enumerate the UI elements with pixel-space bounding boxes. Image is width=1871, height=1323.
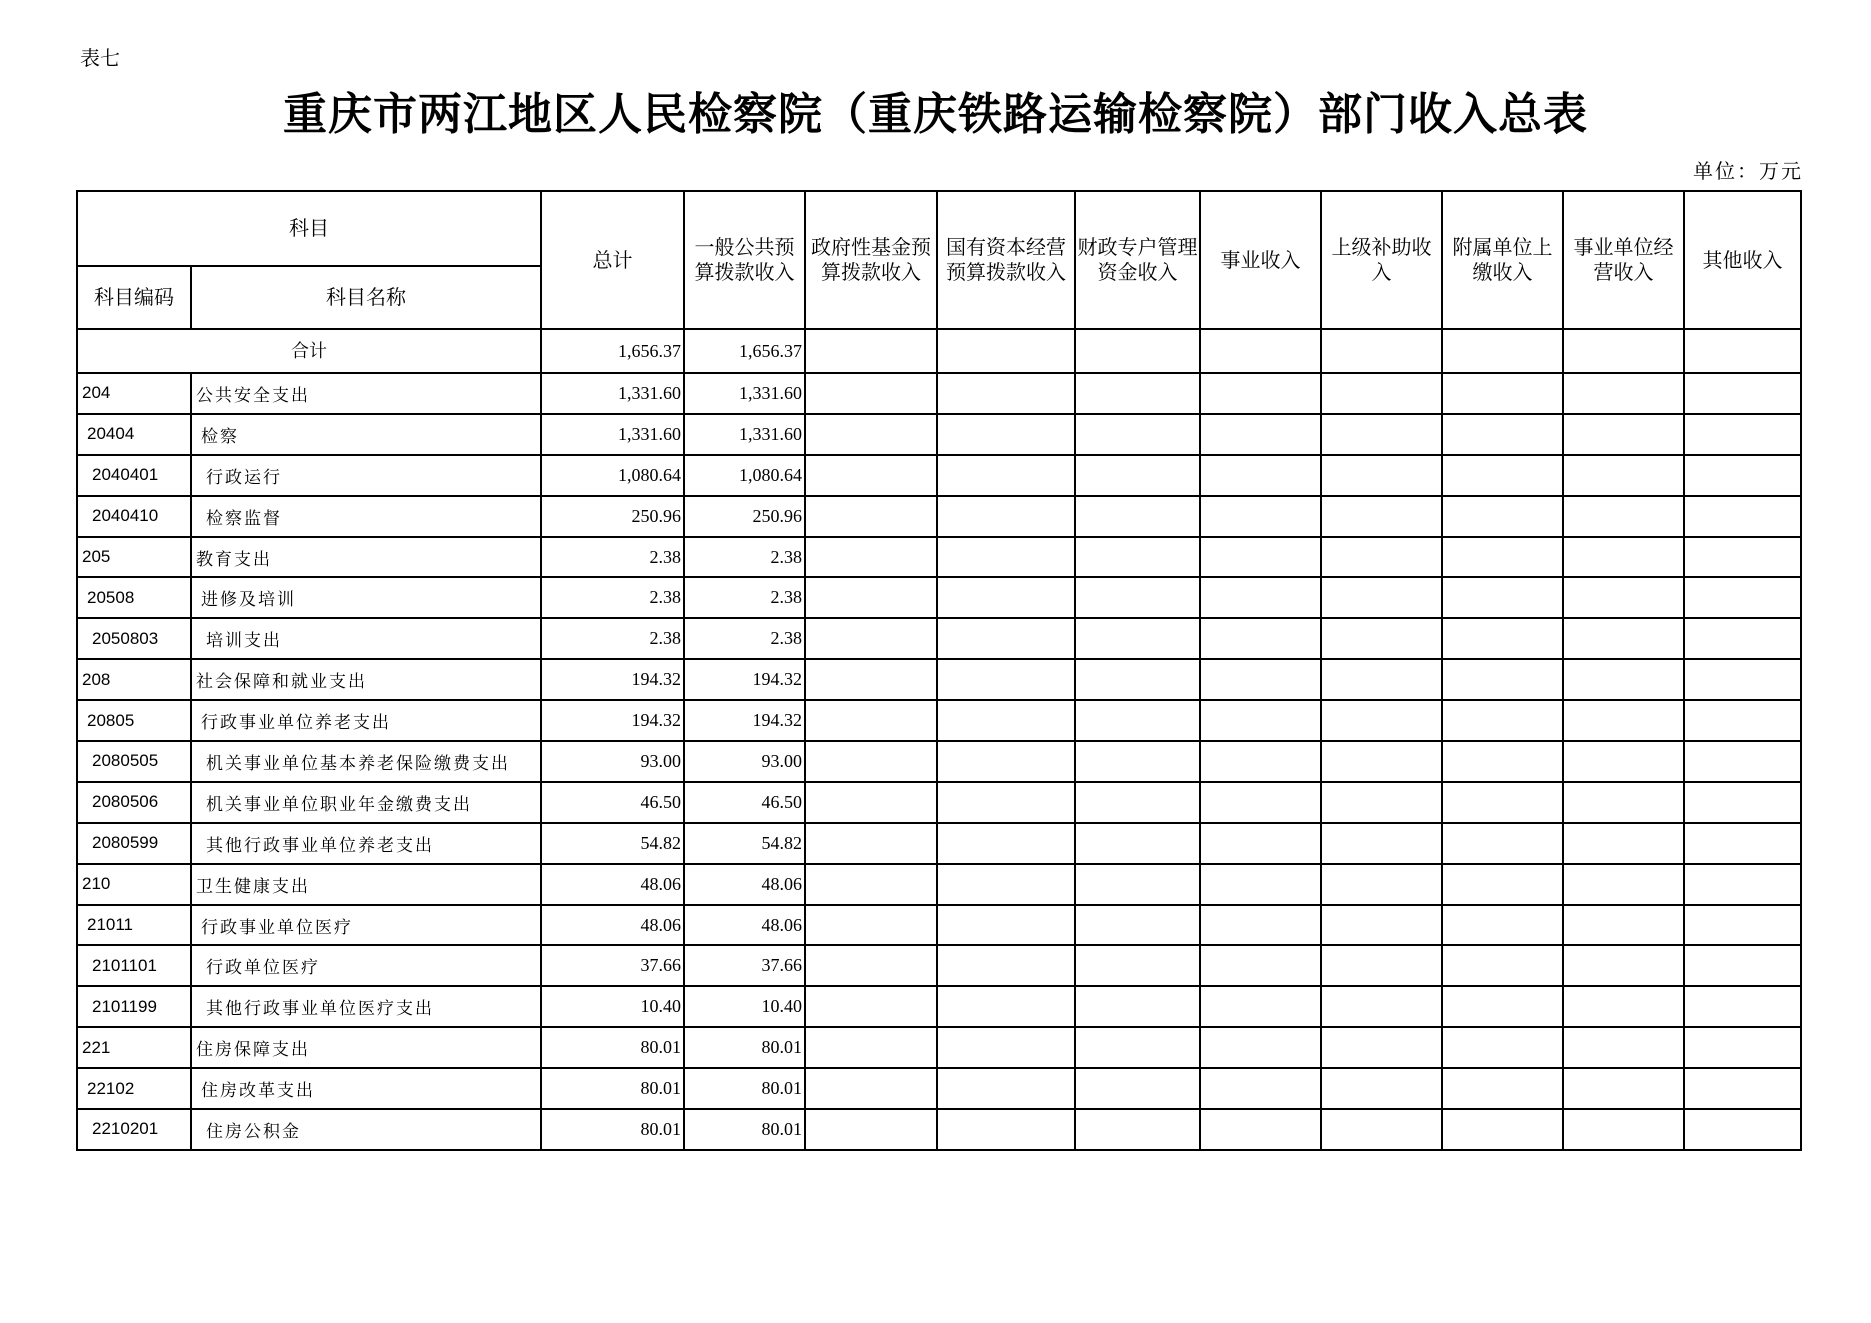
empty-cell [1684,823,1801,864]
subject-code: 22102 [77,1068,191,1109]
empty-cell [1321,455,1442,496]
empty-cell [1075,741,1200,782]
empty-cell [805,1068,937,1109]
empty-cell [1442,741,1563,782]
empty-cell [1442,864,1563,905]
table-row [77,659,1801,700]
subject-code: 2101199 [77,986,191,1027]
row-total: 80.01 [541,1109,684,1150]
empty-cell [1442,577,1563,618]
empty-cell [1684,659,1801,700]
empty-cell [1200,1027,1321,1068]
row-general-budget: 250.96 [684,496,805,537]
row-general-budget: 194.32 [684,659,805,700]
empty-cell [1200,414,1321,455]
subject-name: 检察 [191,414,541,455]
empty-cell [937,659,1075,700]
subject-code: 20508 [77,577,191,618]
table-row [77,455,1801,496]
empty-cell [805,659,937,700]
row-total: 2.38 [541,577,684,618]
empty-cell [1442,823,1563,864]
empty-cell [1321,945,1442,986]
empty-cell [805,823,937,864]
subject-code: 210 [77,864,191,905]
empty-cell [1200,700,1321,741]
empty-cell [1442,455,1563,496]
empty-cell [1563,329,1684,373]
empty-cell [1321,700,1442,741]
row-general-budget: 37.66 [684,945,805,986]
empty-cell [1200,659,1321,700]
subject-code: 204 [77,373,191,414]
empty-cell [937,782,1075,823]
empty-cell [1321,864,1442,905]
row-total: 48.06 [541,864,684,905]
table-row [77,537,1801,578]
subject-code: 2040401 [77,455,191,496]
subject-name: 培训支出 [191,618,541,659]
empty-cell [1321,618,1442,659]
empty-cell [1684,1068,1801,1109]
subject-name: 公共安全支出 [191,373,541,414]
subject-name: 教育支出 [191,537,541,578]
subject-name: 进修及培训 [191,577,541,618]
subject-name: 检察监督 [191,496,541,537]
empty-cell [1200,741,1321,782]
empty-cell [1200,864,1321,905]
empty-cell [1442,414,1563,455]
empty-cell [1684,1027,1801,1068]
row-general-budget: 93.00 [684,741,805,782]
empty-cell [1684,329,1801,373]
empty-cell [1684,700,1801,741]
subject-name: 住房保障支出 [191,1027,541,1068]
subject-code: 2210201 [77,1109,191,1150]
empty-cell [937,1068,1075,1109]
row-general-budget: 194.32 [684,700,805,741]
row-total: 1,080.64 [541,455,684,496]
row-total: 194.32 [541,659,684,700]
empty-cell [805,1027,937,1068]
empty-cell [937,823,1075,864]
header-gov-fund: 政府性基金预算拨款收入 [805,191,937,329]
empty-cell [937,618,1075,659]
empty-cell [1563,945,1684,986]
subject-name: 其他行政事业单位医疗支出 [191,986,541,1027]
empty-cell [805,455,937,496]
table-row [77,986,1801,1027]
subject-name: 卫生健康支出 [191,864,541,905]
subject-code: 21011 [77,905,191,946]
empty-cell [1321,782,1442,823]
empty-cell [1321,659,1442,700]
empty-cell [1442,618,1563,659]
total-label: 合计 [77,329,541,373]
empty-cell [1442,1027,1563,1068]
row-total: 80.01 [541,1068,684,1109]
header-subject-code: 科目编码 [77,266,191,329]
empty-cell [1321,537,1442,578]
empty-cell [805,618,937,659]
row-general-budget: 2.38 [684,577,805,618]
empty-cell [937,945,1075,986]
row-total: 80.01 [541,1027,684,1068]
empty-cell [1563,618,1684,659]
empty-cell [1200,823,1321,864]
row-general-budget: 80.01 [684,1068,805,1109]
row-general-budget: 54.82 [684,823,805,864]
empty-cell [1442,700,1563,741]
empty-cell [1563,414,1684,455]
table-row [77,414,1801,455]
row-total: 54.82 [541,823,684,864]
table-row [77,1109,1801,1150]
empty-cell [1684,782,1801,823]
empty-cell [1200,1068,1321,1109]
empty-cell [1075,496,1200,537]
empty-cell [1321,1109,1442,1150]
empty-cell [1684,741,1801,782]
empty-cell [1075,823,1200,864]
table-row [77,373,1801,414]
empty-cell [1563,700,1684,741]
empty-cell [1442,782,1563,823]
row-general-budget: 2.38 [684,618,805,659]
empty-cell [937,864,1075,905]
row-general-budget: 2.38 [684,537,805,578]
empty-cell [1563,577,1684,618]
empty-cell [1442,945,1563,986]
subject-name: 行政事业单位养老支出 [191,700,541,741]
row-total: 250.96 [541,496,684,537]
subject-code: 2040410 [77,496,191,537]
row-total: 37.66 [541,945,684,986]
empty-cell [1563,986,1684,1027]
subject-name: 住房改革支出 [191,1068,541,1109]
empty-cell [1684,905,1801,946]
empty-cell [1321,329,1442,373]
empty-cell [1563,455,1684,496]
empty-cell [937,496,1075,537]
header-state-capital: 国有资本经营预算拨款收入 [937,191,1075,329]
subject-code: 221 [77,1027,191,1068]
empty-cell [1563,537,1684,578]
empty-cell [1200,945,1321,986]
row-general-budget: 48.06 [684,905,805,946]
empty-cell [1075,986,1200,1027]
empty-cell [1075,1109,1200,1150]
empty-cell [1075,618,1200,659]
subject-code: 2080506 [77,782,191,823]
empty-cell [805,945,937,986]
empty-cell [1200,1109,1321,1150]
empty-cell [1200,986,1321,1027]
subject-name: 机关事业单位职业年金缴费支出 [191,782,541,823]
empty-cell [937,905,1075,946]
header-business-income: 事业收入 [1200,191,1321,329]
empty-cell [1075,1068,1200,1109]
empty-cell [1200,782,1321,823]
empty-cell [1442,659,1563,700]
empty-cell [1563,659,1684,700]
table-row [77,577,1801,618]
empty-cell [805,905,937,946]
empty-cell [805,1109,937,1150]
total-row [77,329,1801,373]
empty-cell [1563,1068,1684,1109]
empty-cell [805,329,937,373]
header-business-operation: 事业单位经营收入 [1563,191,1684,329]
subject-code: 205 [77,537,191,578]
empty-cell [1321,373,1442,414]
empty-cell [937,329,1075,373]
empty-cell [1075,414,1200,455]
empty-cell [1321,1068,1442,1109]
empty-cell [1442,1109,1563,1150]
empty-cell [1200,496,1321,537]
empty-cell [937,741,1075,782]
empty-cell [1321,741,1442,782]
empty-cell [1442,905,1563,946]
empty-cell [805,373,937,414]
empty-cell [1442,496,1563,537]
empty-cell [1200,329,1321,373]
empty-cell [1075,905,1200,946]
empty-cell [1684,537,1801,578]
row-general-budget: 80.01 [684,1027,805,1068]
empty-cell [1684,1109,1801,1150]
empty-cell [1075,945,1200,986]
table-row [77,496,1801,537]
empty-cell [1684,986,1801,1027]
header-general-budget: 一般公共预算拨款收入 [684,191,805,329]
empty-cell [1684,496,1801,537]
table-row [77,864,1801,905]
row-total: 48.06 [541,905,684,946]
subject-name: 行政单位医疗 [191,945,541,986]
total-sum: 1,656.37 [541,329,684,373]
empty-cell [1684,864,1801,905]
empty-cell [805,577,937,618]
empty-cell [1442,986,1563,1027]
empty-cell [937,455,1075,496]
empty-cell [1684,945,1801,986]
subject-name: 行政事业单位医疗 [191,905,541,946]
empty-cell [1200,577,1321,618]
empty-cell [1200,373,1321,414]
table-row [77,905,1801,946]
empty-cell [805,700,937,741]
subject-name: 住房公积金 [191,1109,541,1150]
empty-cell [1200,537,1321,578]
header-subject-name: 科目名称 [191,266,541,329]
subject-name: 社会保障和就业支出 [191,659,541,700]
total-general-budget: 1,656.37 [684,329,805,373]
subject-code: 20404 [77,414,191,455]
empty-cell [1563,823,1684,864]
row-total: 1,331.60 [541,373,684,414]
empty-cell [805,537,937,578]
empty-cell [1075,329,1200,373]
subject-code: 2080505 [77,741,191,782]
header-superior-subsidy: 上级补助收入 [1321,191,1442,329]
empty-cell [1442,537,1563,578]
empty-cell [1200,455,1321,496]
empty-cell [805,414,937,455]
empty-cell [1075,577,1200,618]
table-row [77,700,1801,741]
empty-cell [1563,864,1684,905]
row-total: 1,331.60 [541,414,684,455]
empty-cell [1684,414,1801,455]
empty-cell [1563,741,1684,782]
empty-cell [1321,496,1442,537]
empty-cell [1563,373,1684,414]
empty-cell [1321,823,1442,864]
table-row [77,945,1801,986]
empty-cell [1321,577,1442,618]
row-total: 93.00 [541,741,684,782]
header-affiliated-turnover: 附属单位上缴收入 [1442,191,1563,329]
row-total: 2.38 [541,537,684,578]
empty-cell [805,864,937,905]
row-general-budget: 1,331.60 [684,414,805,455]
row-total: 10.40 [541,986,684,1027]
table-row [77,618,1801,659]
table-row [77,1027,1801,1068]
table-row [77,823,1801,864]
empty-cell [1321,905,1442,946]
table-row [77,741,1801,782]
row-general-budget: 80.01 [684,1109,805,1150]
empty-cell [1563,496,1684,537]
empty-cell [1684,618,1801,659]
empty-cell [1684,373,1801,414]
empty-cell [1075,1027,1200,1068]
empty-cell [1442,329,1563,373]
empty-cell [1684,577,1801,618]
subject-code: 2050803 [77,618,191,659]
empty-cell [1321,1027,1442,1068]
empty-cell [1321,986,1442,1027]
empty-cell [1075,373,1200,414]
table-row [77,782,1801,823]
empty-cell [1442,1068,1563,1109]
empty-cell [937,414,1075,455]
empty-cell [1563,905,1684,946]
header-subject: 科目 [77,191,541,266]
empty-cell [1321,414,1442,455]
empty-cell [937,1027,1075,1068]
empty-cell [937,537,1075,578]
subject-name: 行政运行 [191,455,541,496]
empty-cell [1075,864,1200,905]
empty-cell [1075,455,1200,496]
empty-cell [1200,618,1321,659]
row-general-budget: 1,331.60 [684,373,805,414]
row-general-budget: 48.06 [684,864,805,905]
empty-cell [805,741,937,782]
row-general-budget: 1,080.64 [684,455,805,496]
row-total: 2.38 [541,618,684,659]
subject-code: 2080599 [77,823,191,864]
empty-cell [937,986,1075,1027]
empty-cell [1075,700,1200,741]
header-total: 总计 [541,191,684,329]
empty-cell [1442,373,1563,414]
row-total: 194.32 [541,700,684,741]
empty-cell [1563,1027,1684,1068]
empty-cell [1075,782,1200,823]
subject-name: 其他行政事业单位养老支出 [191,823,541,864]
empty-cell [805,496,937,537]
subject-code: 208 [77,659,191,700]
empty-cell [1684,455,1801,496]
empty-cell [805,782,937,823]
subject-code: 2101101 [77,945,191,986]
unit-label: 单位：万元 [1693,159,1803,183]
empty-cell [937,577,1075,618]
empty-cell [937,1109,1075,1150]
empty-cell [1563,1109,1684,1150]
subject-name: 机关事业单位基本养老保险缴费支出 [191,741,541,782]
empty-cell [1200,905,1321,946]
subject-code: 20805 [77,700,191,741]
income-summary-table [76,190,1802,1151]
empty-cell [937,373,1075,414]
row-total: 46.50 [541,782,684,823]
row-general-budget: 10.40 [684,986,805,1027]
header-fiscal-special: 财政专户管理资金收入 [1075,191,1200,329]
empty-cell [1563,782,1684,823]
empty-cell [1075,537,1200,578]
empty-cell [805,986,937,1027]
header-other-income: 其他收入 [1684,191,1801,329]
row-general-budget: 46.50 [684,782,805,823]
empty-cell [937,700,1075,741]
empty-cell [1075,659,1200,700]
table-number: 表七 [80,46,120,70]
page-title: 重庆市两江地区人民检察院（重庆铁路运输检察院）部门收入总表 [283,89,1588,140]
table-row [77,1068,1801,1109]
